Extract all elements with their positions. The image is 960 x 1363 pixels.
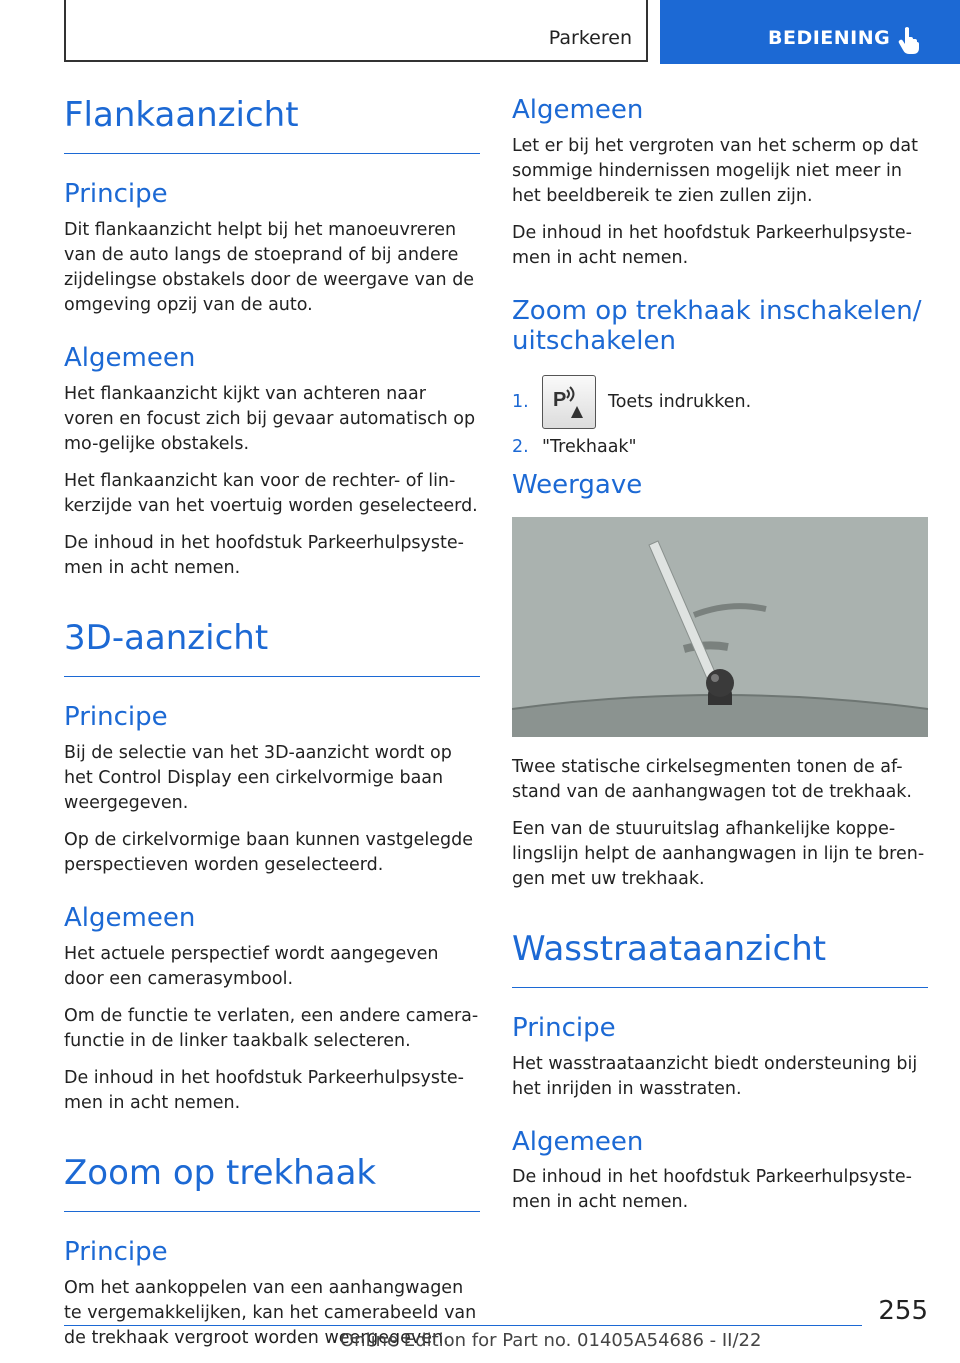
section-title-3d: 3D-aanzicht [64,619,480,677]
heading-algemeen: Algemeen [512,95,644,125]
paragraph: Het flankaanzicht kan voor de rechter- of lin-kerzijde van het voertuig worden geselecteerd. [64,470,478,516]
heading-algemeen: Algemeen [512,1126,644,1157]
paragraph: Op de cirkelvormige baan kunnen vastgelegde perspectieven worden geselecteerd. [64,829,474,875]
svg-text:P: P [553,388,567,411]
section-tab [660,0,960,64]
step-text: "Trekhaak" [542,436,637,457]
right-column [512,96,928,1227]
chapter-tab [64,0,648,62]
trailer-hitch-camera-figure [512,517,928,737]
chapter-label: Parkeren [548,27,632,49]
steps-list [512,375,928,457]
page-header [0,0,960,66]
paragraph: De inhoud in het hoofdstuk Parkeerhulpsyste-men in acht nemen. [512,1167,912,1213]
section-title-flank: Flankaanzicht [64,96,480,154]
paragraph: Bij de selectie van het 3D-aanzicht wordt op het Control Display een cirkelvormige baan weergegeven. [64,742,452,813]
hitch-view-illustration [512,517,928,737]
paragraph: De inhoud in het hoofdstuk Parkeerhulpsyste-men in acht nemen. [64,1067,464,1113]
heading-principe: Principe [64,701,168,732]
section-title-zoom: Zoom op trekhaak [64,1154,480,1212]
paragraph: De inhoud in het hoofdstuk Parkeerhulpsyste-men in acht nemen. [512,222,912,268]
step-number: 1. [512,391,529,412]
heading-algemeen: Algemeen [64,902,196,933]
footer-divider [64,1325,862,1326]
heading-toggle: Zoom op trekhaak inschakelen/ uitschakelen [512,295,922,356]
parking-assist-button-icon [542,375,596,429]
paragraph: Om de functie te verlaten, een andere camera-functie in de linker taakbalk selecteren. [64,1005,479,1051]
section-title-wash: Wasstraataanzicht [512,930,928,988]
paragraph: Het actuele perspectief wordt aangegeven door een camerasymbool. [64,943,439,989]
list-item [512,437,928,457]
footer-edition: Online Edition for Part no. 01405A54686 - II/22 [340,1330,762,1351]
page-number: 255 [878,1296,928,1326]
list-item [512,375,928,429]
heading-principe: Principe [512,1012,616,1043]
paragraph: Het flankaanzicht kijkt van achteren naar voren en focust zich bij gevaar automatisch op mo-gelijke obstakels. [64,383,476,454]
paragraph: Twee statische cirkelsegmenten tonen de af-stand van de aanhangwagen tot de trekhaak. [512,756,912,802]
left-column [64,96,480,1363]
paragraph: Dit flankaanzicht helpt bij het manoeuvreren van de auto langs de stoeprand of bij andere zijdelingse obstakels door de weergave van de omgeving opzij van de auto. [64,219,475,315]
paragraph: De inhoud in het hoofdstuk Parkeerhulpsyste-men in acht nemen. [64,532,464,578]
heading-weergave: Weergave [512,469,643,500]
heading-principe: Principe [64,179,168,210]
paragraph: Let er bij het vergroten van het scherm op dat sommige hindernissen mogelijk niet meer in het beeldbereik te zien zullen zijn. [512,135,918,206]
heading-algemeen: Algemeen [64,342,196,373]
section-label: BEDIENING [768,27,891,49]
step-number: 2. [512,436,529,457]
paragraph: Het wasstraataanzicht biedt ondersteuning bij het inrijden in wasstraten. [512,1053,918,1099]
paragraph: Om het aankoppelen van een aanhangwagen te vergemakkelijken, kan het camerabeeld van de trekhaak vergroot worden weergegeven. [64,1277,477,1348]
heading-principe: Principe [64,1236,168,1267]
step-text: Toets indrukken. [608,391,752,412]
hand-pointer-icon [897,26,921,54]
paragraph: Een van de stuuruitslag afhankelijke koppe-lingslijn helpt de aanhangwagen in lijn te bren-gen met uw trekhaak. [512,818,925,889]
